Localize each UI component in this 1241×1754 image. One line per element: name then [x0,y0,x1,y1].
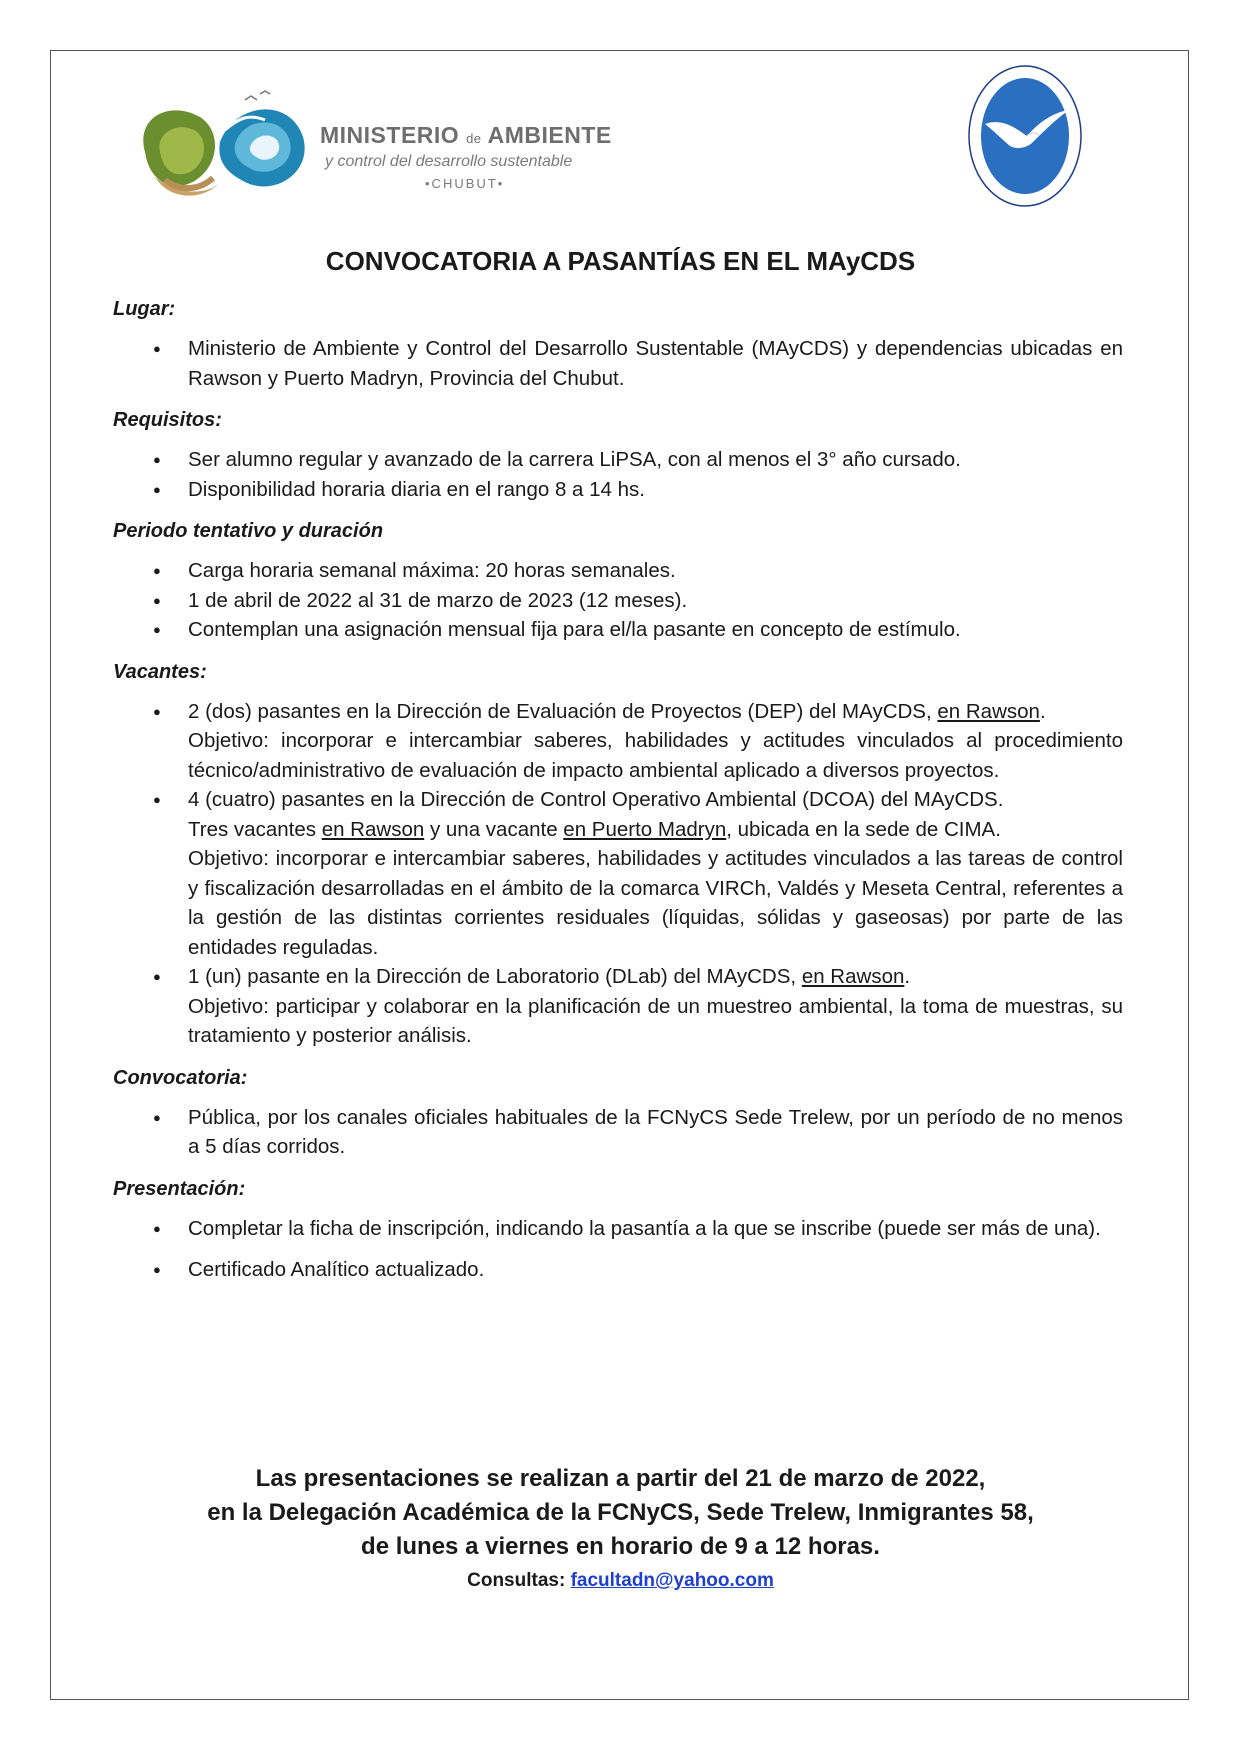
footer-notice [0,1462,1241,1596]
list-item: ● Carga horaria semanal máxima: 20 horas semanales. [113,556,1123,586]
vacante-dlab: ● 1 (un) pasante en la Dirección de Laboratorio (DLab) del MAyCDS, en Rawson. Objetivo: participar y colaborar en la planificación de un muestreo ambiental, la toma de muestras, su tratamiento y posterior análisis. [113,962,1123,1051]
vacante-dcoa: ● 4 (cuatro) pasantes en la Dirección de Control Operativo Ambiental (DCOA) del MAyCDS. Tres vacantes en Rawson y una vacante en Puerto Madryn, ubicada en la sede de CIMA. Objetivo: incorporar e intercambiar saberes, habilidades y actitudes vinculados a las tareas de control y fiscalización desarrolladas en el ámbito de la comarca VIRCh, Valdés y Meseta Central, referentes a la gestión de las distintas corrientes residuales (líquidas, sólidas y gaseosas) por parte de las entidades reguladas. [113,785,1123,962]
footer-line-2: en la Delegación Académica de la FCNyCS, Sede Trelew, Inmigrantes 58, [207,1499,1034,1526]
section-heading-presentacion: Presentación: [113,1177,246,1200]
document-body [113,296,1123,1299]
lugar-list [113,334,1123,393]
university-seal-logo [965,62,1085,210]
vacante-objetivo: Objetivo: incorporar e intercambiar saberes, habilidades y actitudes vinculados al procedimiento técnico/administrativo de evaluación de impacto ambiental aplicado a diversos proyectos. [188,729,1123,782]
list-item: ● Ministerio de Ambiente y Control del Desarrollo Sustentable (MAyCDS) y dependencias ubicadas en Rawson y Puerto Madryn, Provincia del Chubut. [113,334,1123,393]
logo-line-1: MINISTERIO de AMBIENTE [320,122,612,148]
section-heading-convocatoria: Convocatoria: [113,1066,248,1089]
footer-line-3: de lunes a viernes en horario de 9 a 12 horas. [361,1533,880,1560]
ministerio-emblem-icon [125,82,315,212]
convocatoria-list [113,1103,1123,1162]
footer-line-1: Las presentaciones se realizan a partir del 21 de marzo de 2022, [255,1465,986,1492]
list-item: ● Ser alumno regular y avanzado de la carrera LiPSA, con al menos el 3° año cursado. [113,445,1123,475]
periodo-list [113,556,1123,645]
logo-line-3: •CHUBUT• [425,176,505,191]
section-heading-lugar: Lugar: [113,298,176,320]
vacante-objetivo: Objetivo: participar y colaborar en la planificación de un muestreo ambiental, la toma de muestras, su tratamiento y posterior análisis. [188,994,1123,1047]
page-title: CONVOCATORIA A PASANTÍAS EN EL MAyCDS [325,246,916,276]
albatross-seal-icon [965,62,1085,210]
list-item: ● Disponibilidad horaria diaria en el rango 8 a 14 hs. [113,475,1123,505]
presentacion-list [113,1214,1123,1285]
section-heading-periodo: Periodo tentativo y duración [113,520,384,542]
consultas-line: Consultas: facultadn@yahoo.com [467,1570,774,1591]
list-item: ● Contemplan una asignación mensual fija para el/la pasante en concepto de estímulo. [113,615,1123,645]
list-item: ● Pública, por los canales oficiales habituales de la FCNyCS Sede Trelew, por un período de no menos a 5 días corridos. [113,1103,1123,1162]
vacantes-list [113,697,1123,1051]
vacante-dep: ● 2 (dos) pasantes en la Dirección de Evaluación de Proyectos (DEP) del MAyCDS, en Rawson. Objetivo: incorporar e intercambiar saberes, habilidades y actitudes vinculados al procedimiento técnico/administrativo de evaluación de impacto ambiental aplicado a diversos proyectos. [113,697,1123,786]
list-item: ● 1 de abril de 2022 al 31 de marzo de 2023 (12 meses). [113,586,1123,616]
section-heading-requisitos: Requisitos: [113,409,222,431]
ministerio-logo [125,82,645,212]
list-item: ● Certificado Analítico actualizado. [113,1255,1123,1285]
section-heading-vacantes: Vacantes: [113,660,207,683]
logo-line-2: y control del desarrollo sustentable [325,153,573,170]
requisitos-list [113,445,1123,504]
list-item: ● Completar la ficha de inscripción, indicando la pasantía a la que se inscribe (puede ser más de una). [113,1214,1123,1244]
vacante-objetivo: Objetivo: incorporar e intercambiar saberes, habilidades y actitudes vinculados a las tareas de control y fiscalización desarrolladas en el ámbito de la comarca VIRCh, Valdés y Meseta Central, referentes a la gestión de las distintas corrientes residuales (líquidas, sólidas y gaseosas) por parte de las entidades reguladas. [188,847,1123,959]
email-link[interactable]: facultadn@yahoo.com [570,1570,774,1591]
